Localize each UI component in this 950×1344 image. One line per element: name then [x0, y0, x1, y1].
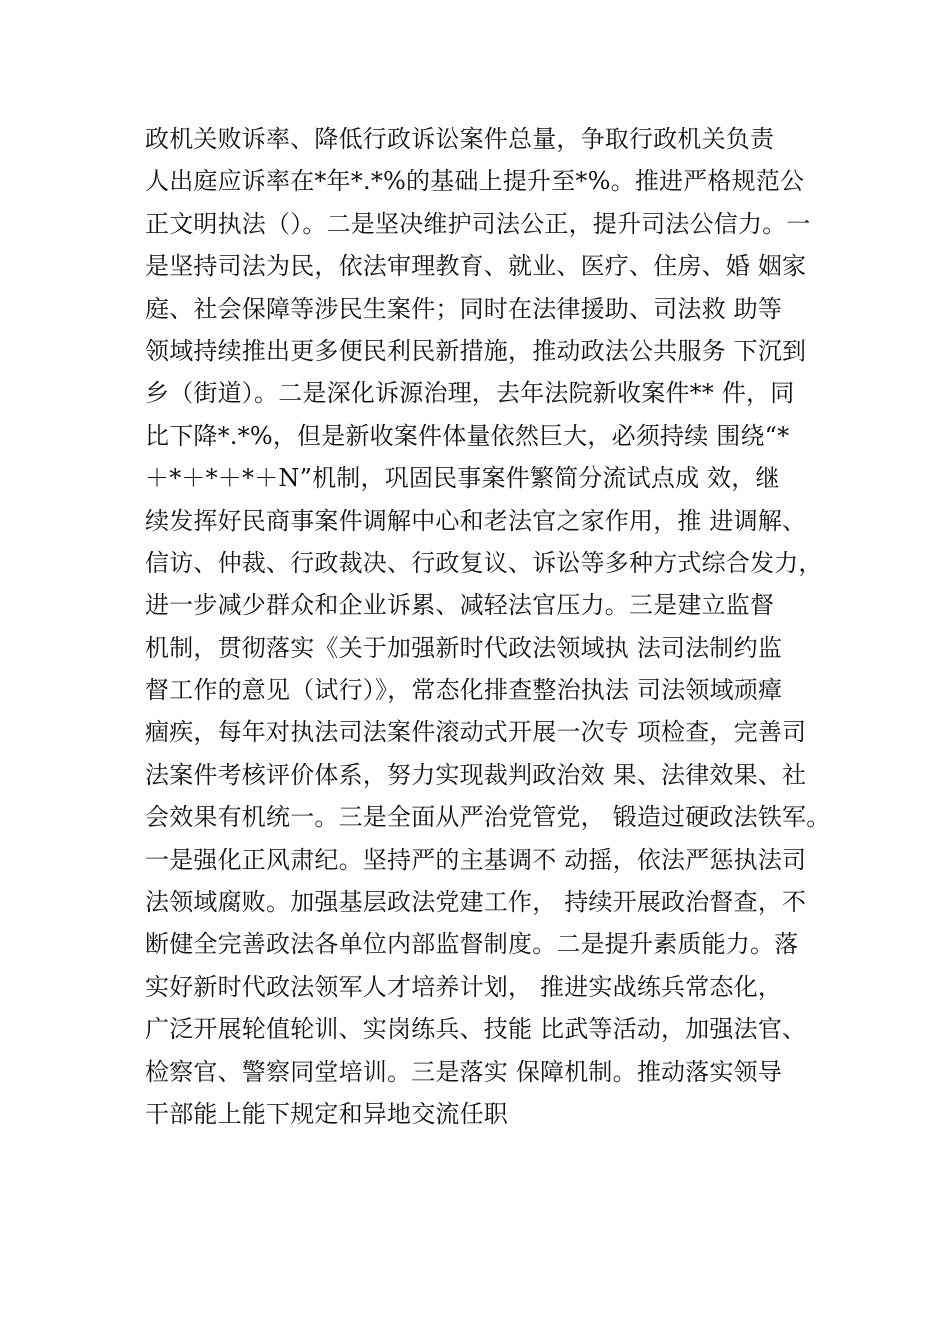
- text-line: 庭、社会保障等涉民生案件；同时在法律援助、司法救 助等: [145, 294, 783, 323]
- text-line: 续发挥好民商事案件调解中心和老法官之家作用，推 进调解、: [145, 506, 807, 535]
- text-line: 领域持续推出更多便民利民新措施，推动政法公共服务 下沉到: [145, 336, 807, 365]
- text-line: 机制，贯彻落实《关于加强新时代政法领域执 法司法制约监: [145, 633, 783, 662]
- text-line: 断健全完善政法各单位内部监督制度。二是提升素质能力。落: [145, 930, 799, 959]
- text-line: 是坚持司法为民，依法审理教育、就业、医疗、住房、婚 姻家: [145, 252, 807, 281]
- text-line: 正文明执法（）。二是坚决维护司法公正，提升司法公信力。一: [145, 209, 811, 238]
- text-line: 法案件考核评价体系，努力实现裁判政治效 果、法律效果、社: [145, 760, 807, 789]
- text-line: ＋*＋*＋*＋N”机制，巩固民事案件繁简分流试点成 效，继: [145, 464, 780, 493]
- text-line: 一是强化正风肃纪。坚持严的主基调不 动摇，依法严惩执法司: [145, 845, 807, 874]
- text-line: 人出庭应诉率在*年*.*%的基础上提升至*%。推进严格规范公: [145, 167, 805, 196]
- text-line: 实好新时代政法领军人才培养计划， 推进实战练兵常态化，: [145, 972, 783, 1001]
- text-line: 信访、仲裁、行政裁决、行政复议、诉讼等多种方式综合发力，: [145, 548, 823, 577]
- text-line: 政机关败诉率、降低行政诉讼案件总量，争取行政机关负责: [145, 125, 775, 153]
- text-line: 会效果有机统一。三是全面从严治党管党， 锻造过硬政法铁军。: [145, 803, 831, 832]
- text-line: 乡（街道）。二是深化诉源治理，去年法院新收案件** 件，同: [145, 379, 795, 408]
- text-line: 检察官、警察同堂培训。三是落实 保障机制。推动落实领导: [145, 1057, 783, 1086]
- body-text: [145, 118, 845, 1135]
- text-line: 进一步减少群众和企业诉累、减轻法官压力。三是建立监督: [145, 591, 775, 620]
- text-line: 法领域腐败。加强基层政法党建工作， 持续开展政治督查，不: [145, 888, 807, 917]
- text-line: 痼疾，每年对执法司法案件滚动式开展一次专 项检查，完善司: [145, 718, 807, 747]
- text-line: 广泛开展轮值轮训、实岗练兵、技能 比武等活动，加强法官、: [145, 1015, 807, 1044]
- text-line: 督工作的意见（试行）》，常态化排查整治执法 司法领域顽瘴: [145, 676, 783, 705]
- text-line: 比下降*.*%，但是新收案件体量依然巨大，必须持续 围绕“*: [145, 421, 790, 450]
- text-line: 干部能上能下规定和异地交流任职: [145, 1099, 508, 1128]
